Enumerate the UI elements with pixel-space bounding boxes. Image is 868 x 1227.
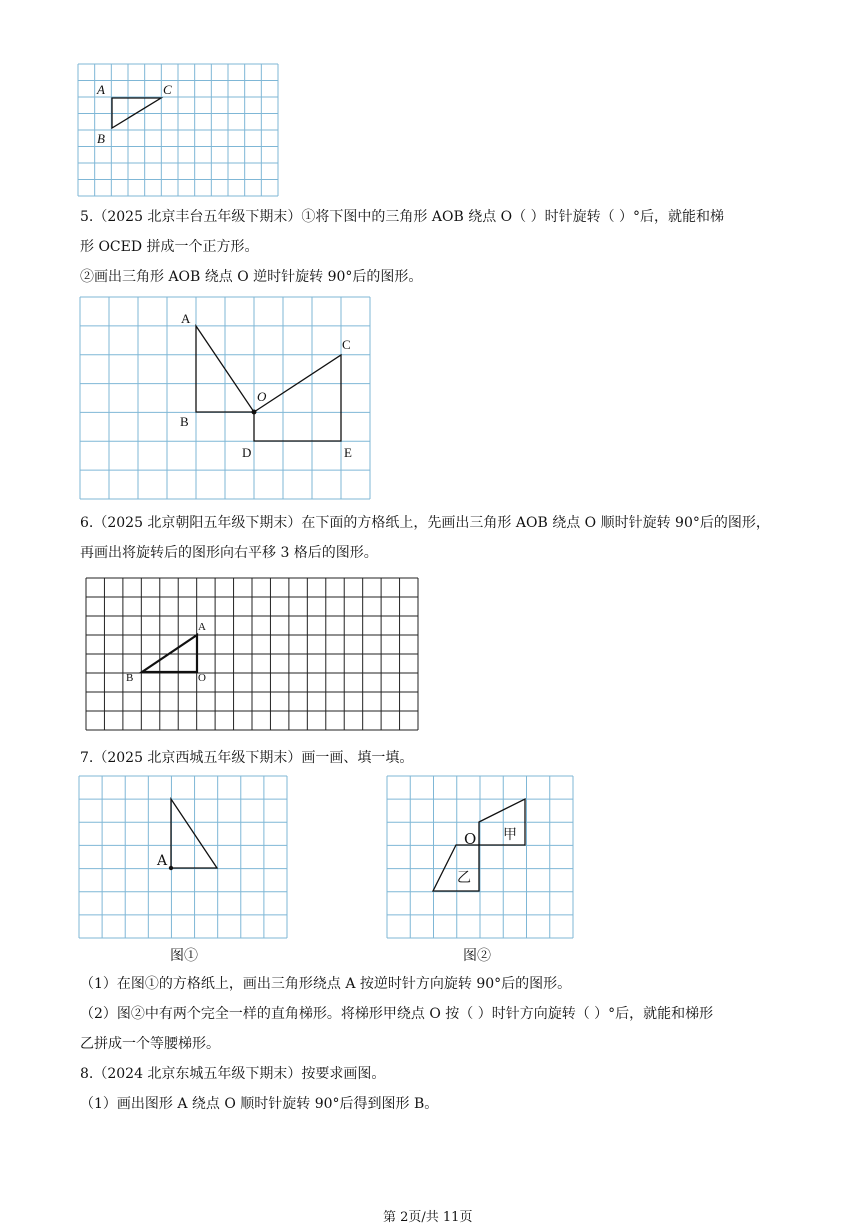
q7-fig2-label-O: O — [464, 830, 477, 848]
q5-point-O — [252, 410, 257, 415]
top-label-B: B — [97, 131, 105, 146]
q7-caption-2: 图② — [463, 948, 491, 964]
q5-label-O: O — [257, 389, 267, 404]
q7-fig2-grid-lines — [387, 776, 573, 938]
q5-label-A: A — [181, 311, 191, 326]
q8-sub1: （1）画出图形 A 绕点 O 顺时针旋转 90°后得到图形 B。 — [80, 1096, 439, 1112]
q7-text-line1: 7.（2025 北京西城五年级下期末）画一画、填一填。 — [80, 750, 414, 766]
q6-label-O: O — [198, 672, 206, 684]
q5-text-line2: 形 OCED 拼成一个正方形。 — [80, 239, 259, 255]
q7-fig1-label-A: A — [157, 853, 168, 869]
q6-label-A: A — [198, 621, 206, 633]
page-footer: 第 2页/共 11页 — [383, 1210, 473, 1225]
q7-trapezoid-yi — [433, 845, 479, 891]
q6-text-line1: 6.（2025 北京朝阳五年级下期末）在下面的方格纸上，先画出三角形 AOB 绕点 O 顺时针旋转 90°后的图形， — [80, 515, 770, 531]
q6-text-line2: 再画出将旋转后的图形向右平移 3 格后的图形。 — [80, 545, 378, 561]
q6-grid-svg — [86, 578, 418, 730]
q5-label-C: C — [342, 337, 351, 352]
q5-text-line1: 5.（2025 北京丰台五年级下期末）①将下图中的三角形 AOB 绕点 O（ ）时针旋转（ ）°后，就能和梯 — [80, 209, 725, 225]
q7-fig2-label-jia: 甲 — [503, 827, 517, 843]
q5-label-D: D — [242, 445, 252, 460]
q6-grid-lines — [86, 578, 418, 730]
q5-text-line3: ②画出三角形 AOB 绕点 O 逆时针旋转 90°后的图形。 — [80, 269, 423, 285]
q7-sub2-line2: 乙拼成一个等腰梯形。 — [80, 1036, 220, 1052]
q5-grid-svg — [80, 297, 370, 499]
q7-fig1-grid-lines — [79, 776, 287, 938]
q5-grid-lines — [80, 297, 370, 499]
q6-label-B: B — [126, 672, 134, 684]
top-label-A: A — [97, 82, 105, 97]
q7-fig2-label-yi: 乙 — [457, 870, 471, 886]
q7-fig2-grid-svg — [387, 776, 573, 938]
q5-label-E: E — [344, 445, 352, 460]
q5-label-B: B — [180, 414, 189, 429]
q7-caption-1: 图① — [170, 948, 198, 964]
q7-sub1: （1）在图①的方格纸上，画出三角形绕点 A 按逆时针方向旋转 90°后的图形。 — [80, 976, 572, 992]
q7-fig1-triangle — [171, 799, 217, 868]
q5-trapezoid-OCED — [254, 355, 341, 441]
q7-sub2-line1: （2）图②中有两个完全一样的直角梯形。将梯形甲绕点 O 按（ ）时针方向旋转（ ）°后，就能和梯形 — [80, 1006, 714, 1022]
q7-fig1-grid-svg — [79, 776, 287, 938]
top-grid-lines — [78, 64, 278, 196]
q7-fig1-point-A — [169, 866, 173, 870]
top-grid-svg — [78, 64, 278, 196]
top-label-C: C — [163, 82, 172, 97]
q8-text-line1: 8.（2024 北京东城五年级下期末）按要求画图。 — [80, 1066, 386, 1082]
